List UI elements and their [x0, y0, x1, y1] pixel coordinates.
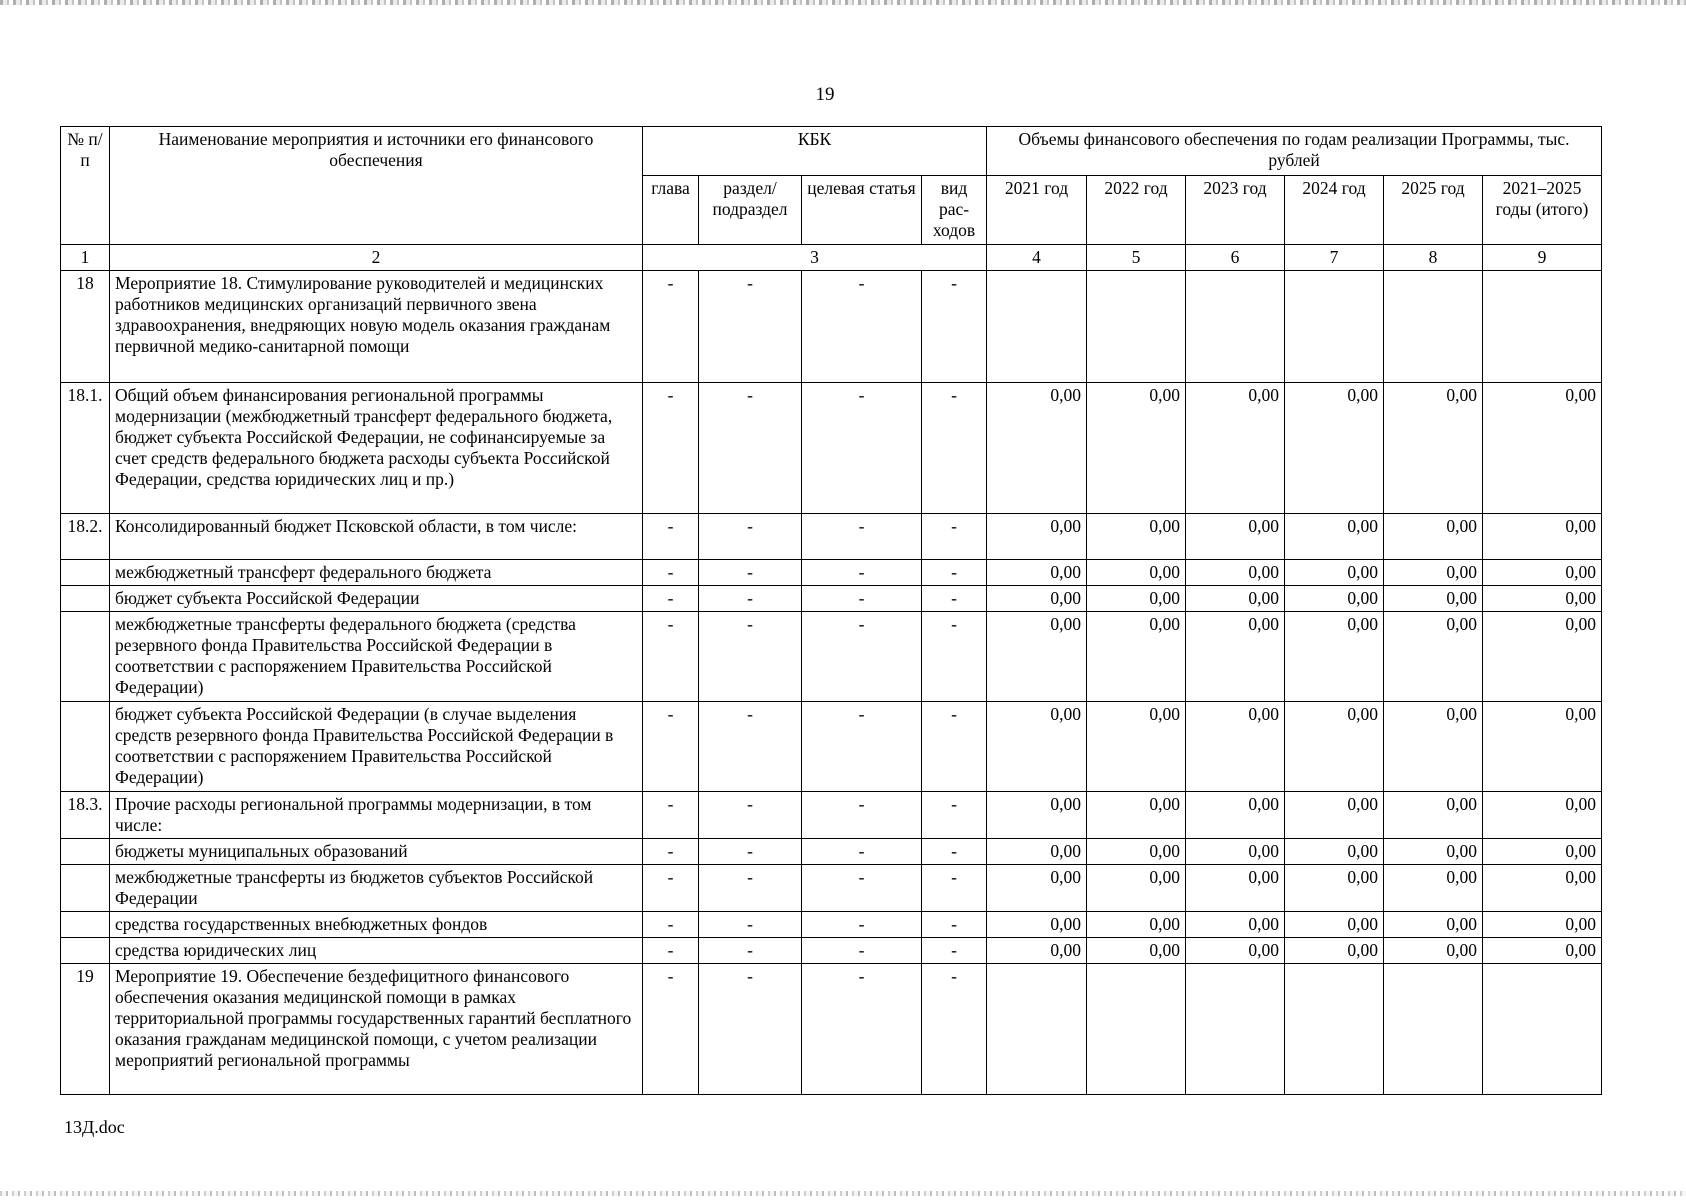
kbk-razdel-cell: -	[699, 514, 802, 560]
value-2023-cell: 0,00	[1186, 912, 1285, 938]
kbk-glava-cell: -	[643, 839, 699, 865]
header-2023: 2023 год	[1186, 176, 1285, 245]
table-row	[61, 514, 1602, 560]
row-name: Мероприятие 19. Обеспечение бездефицитного финансового обеспечения оказания медицинской помощи в рамках территориальной программы государственных гарантий бесплатного оказания гражданам медицинской помощи, с учетом реализации мероприятий региональной программы	[110, 964, 643, 1095]
header-2022: 2022 год	[1087, 176, 1186, 245]
row-name: бюджет субъекта Российской Федерации	[110, 586, 643, 612]
value-total-cell: 0,00	[1483, 865, 1602, 912]
header-2021: 2021 год	[987, 176, 1087, 245]
kbk-celevaya-cell: -	[802, 938, 922, 964]
row-name: средства государственных внебюджетных фондов	[110, 912, 643, 938]
header-razdel: раздел/ подраздел	[699, 176, 802, 245]
value-2025-cell: 0,00	[1384, 792, 1483, 839]
page-number: 19	[815, 84, 835, 105]
value-2023-cell	[1186, 964, 1285, 1095]
kbk-vid-cell: -	[922, 938, 987, 964]
column-number: 8	[1384, 245, 1483, 271]
kbk-glava-cell: -	[643, 938, 699, 964]
row-number	[61, 702, 110, 792]
kbk-vid-cell: -	[922, 560, 987, 586]
value-2023-cell	[1186, 271, 1285, 383]
value-2024-cell: 0,00	[1285, 938, 1384, 964]
kbk-vid-cell: -	[922, 792, 987, 839]
value-2022-cell: 0,00	[1087, 612, 1186, 702]
value-total-cell	[1483, 964, 1602, 1095]
header-volumes: Объемы финансового обеспечения по годам реализации Программы, тыс. рублей	[987, 127, 1602, 176]
value-2022-cell: 0,00	[1087, 912, 1186, 938]
value-2023-cell: 0,00	[1186, 865, 1285, 912]
value-2022-cell: 0,00	[1087, 865, 1186, 912]
kbk-razdel-cell: -	[699, 912, 802, 938]
value-2022-cell: 0,00	[1087, 560, 1186, 586]
kbk-celevaya-cell: -	[802, 912, 922, 938]
value-2025-cell: 0,00	[1384, 938, 1483, 964]
value-2022-cell: 0,00	[1087, 586, 1186, 612]
header-2024: 2024 год	[1285, 176, 1384, 245]
table-row	[61, 383, 1602, 514]
table-row	[61, 792, 1602, 839]
row-number	[61, 560, 110, 586]
kbk-vid-cell: -	[922, 912, 987, 938]
kbk-celevaya-cell: -	[802, 702, 922, 792]
value-2024-cell: 0,00	[1285, 839, 1384, 865]
value-2022-cell: 0,00	[1087, 792, 1186, 839]
kbk-glava-cell: -	[643, 865, 699, 912]
table-row	[61, 586, 1602, 612]
table-row	[61, 612, 1602, 702]
kbk-glava-cell: -	[643, 792, 699, 839]
column-number: 1	[61, 245, 110, 271]
value-2024-cell	[1285, 964, 1384, 1095]
value-2022-cell: 0,00	[1087, 514, 1186, 560]
row-number: 18.1.	[61, 383, 110, 514]
column-number: 5	[1087, 245, 1186, 271]
value-2021-cell	[987, 271, 1087, 383]
kbk-vid-cell: -	[922, 865, 987, 912]
value-2023-cell: 0,00	[1186, 839, 1285, 865]
kbk-celevaya-cell: -	[802, 271, 922, 383]
row-number	[61, 839, 110, 865]
kbk-glava-cell: -	[643, 560, 699, 586]
kbk-glava-cell: -	[643, 514, 699, 560]
kbk-vid-cell: -	[922, 383, 987, 514]
kbk-razdel-cell: -	[699, 702, 802, 792]
table-row	[61, 560, 1602, 586]
footer-filename: 13Д.doc	[64, 1117, 125, 1137]
row-number	[61, 938, 110, 964]
value-2023-cell: 0,00	[1186, 702, 1285, 792]
kbk-celevaya-cell: -	[802, 514, 922, 560]
value-2022-cell	[1087, 964, 1186, 1095]
row-number: 19	[61, 964, 110, 1095]
kbk-razdel-cell: -	[699, 586, 802, 612]
row-number: 18.2.	[61, 514, 110, 560]
funding-table	[60, 126, 1602, 1095]
value-2024-cell: 0,00	[1285, 792, 1384, 839]
value-2024-cell: 0,00	[1285, 514, 1384, 560]
header-glava: глава	[643, 176, 699, 245]
value-2023-cell: 0,00	[1186, 612, 1285, 702]
row-name: межбюджетные трансферты из бюджетов субъектов Российской Федерации	[110, 865, 643, 912]
column-number: 7	[1285, 245, 1384, 271]
column-number: 3	[643, 245, 987, 271]
value-2022-cell: 0,00	[1087, 938, 1186, 964]
column-numbers-row	[61, 245, 1602, 271]
row-number: 18.3.	[61, 792, 110, 839]
value-2022-cell: 0,00	[1087, 839, 1186, 865]
kbk-celevaya-cell: -	[802, 560, 922, 586]
scan-edge-bottom	[0, 1191, 1686, 1196]
value-2024-cell: 0,00	[1285, 586, 1384, 612]
row-number	[61, 612, 110, 702]
table-row	[61, 912, 1602, 938]
kbk-glava-cell: -	[643, 612, 699, 702]
kbk-razdel-cell: -	[699, 560, 802, 586]
value-2023-cell: 0,00	[1186, 514, 1285, 560]
value-2023-cell: 0,00	[1186, 938, 1285, 964]
row-name: межбюджетный трансферт федерального бюджета	[110, 560, 643, 586]
header-celevaya: целевая статья	[802, 176, 922, 245]
value-2025-cell: 0,00	[1384, 612, 1483, 702]
value-2021-cell: 0,00	[987, 865, 1087, 912]
kbk-celevaya-cell: -	[802, 865, 922, 912]
value-2021-cell: 0,00	[987, 612, 1087, 702]
kbk-celevaya-cell: -	[802, 612, 922, 702]
value-2025-cell	[1384, 964, 1483, 1095]
kbk-glava-cell: -	[643, 586, 699, 612]
table-row	[61, 964, 1602, 1095]
kbk-razdel-cell: -	[699, 839, 802, 865]
value-2024-cell: 0,00	[1285, 865, 1384, 912]
kbk-vid-cell: -	[922, 612, 987, 702]
kbk-glava-cell: -	[643, 383, 699, 514]
header-vid: вид рас- ходов	[922, 176, 987, 245]
row-name: бюджеты муниципальных образований	[110, 839, 643, 865]
row-name: средства юридических лиц	[110, 938, 643, 964]
column-number: 4	[987, 245, 1087, 271]
value-total-cell	[1483, 271, 1602, 383]
value-2025-cell: 0,00	[1384, 383, 1483, 514]
row-name: Консолидированный бюджет Псковской области, в том числе:	[110, 514, 643, 560]
kbk-glava-cell: -	[643, 912, 699, 938]
row-name: межбюджетные трансферты федерального бюджета (средства резервного фонда Правительства Российской Федерации в соответствии с распоряжением Правительства Российской Федерации)	[110, 612, 643, 702]
kbk-vid-cell: -	[922, 839, 987, 865]
value-total-cell: 0,00	[1483, 792, 1602, 839]
row-number	[61, 586, 110, 612]
value-2021-cell: 0,00	[987, 839, 1087, 865]
kbk-celevaya-cell: -	[802, 383, 922, 514]
value-2021-cell: 0,00	[987, 938, 1087, 964]
header-kbk: КБК	[643, 127, 987, 176]
kbk-celevaya-cell: -	[802, 586, 922, 612]
value-2024-cell	[1285, 271, 1384, 383]
table-row	[61, 271, 1602, 383]
value-2024-cell: 0,00	[1285, 702, 1384, 792]
value-2024-cell: 0,00	[1285, 612, 1384, 702]
column-number: 6	[1186, 245, 1285, 271]
scan-edge-top	[0, 0, 1686, 5]
table-row	[61, 839, 1602, 865]
value-total-cell: 0,00	[1483, 912, 1602, 938]
kbk-glava-cell: -	[643, 271, 699, 383]
value-2023-cell: 0,00	[1186, 792, 1285, 839]
value-total-cell: 0,00	[1483, 612, 1602, 702]
row-number	[61, 912, 110, 938]
header-no: № п/п	[61, 127, 110, 245]
kbk-razdel-cell: -	[699, 865, 802, 912]
value-2024-cell: 0,00	[1285, 560, 1384, 586]
value-2025-cell: 0,00	[1384, 839, 1483, 865]
header-name: Наименование мероприятия и источники его финансового обеспечения	[110, 127, 643, 245]
row-name: Общий объем финансирования региональной программы модернизации (межбюджетный трансферт федерального бюджета, бюджет субъекта Российской Федерации, не софинансируемые за счет средств федерального бюджета расходы субъекта Российской Федерации, средства юридических лиц и пр.)	[110, 383, 643, 514]
header-total: 2021–2025 годы (итого)	[1483, 176, 1602, 245]
value-2023-cell: 0,00	[1186, 383, 1285, 514]
value-2021-cell: 0,00	[987, 792, 1087, 839]
kbk-vid-cell: -	[922, 702, 987, 792]
table-body	[61, 271, 1602, 1095]
value-2025-cell: 0,00	[1384, 702, 1483, 792]
value-2025-cell: 0,00	[1384, 865, 1483, 912]
value-2025-cell: 0,00	[1384, 586, 1483, 612]
value-total-cell: 0,00	[1483, 586, 1602, 612]
table-row	[61, 938, 1602, 964]
column-number: 9	[1483, 245, 1602, 271]
value-2024-cell: 0,00	[1285, 383, 1384, 514]
row-name: Прочие расходы региональной программы модернизации, в том числе:	[110, 792, 643, 839]
kbk-vid-cell: -	[922, 964, 987, 1095]
row-number	[61, 865, 110, 912]
value-2025-cell: 0,00	[1384, 912, 1483, 938]
value-2021-cell: 0,00	[987, 383, 1087, 514]
kbk-celevaya-cell: -	[802, 792, 922, 839]
kbk-glava-cell: -	[643, 702, 699, 792]
value-total-cell: 0,00	[1483, 938, 1602, 964]
kbk-celevaya-cell: -	[802, 964, 922, 1095]
value-2022-cell: 0,00	[1087, 383, 1186, 514]
row-name: Мероприятие 18. Стимулирование руководителей и медицинских работников медицинских организаций первичного звена здравоохранения, внедряющих новую модель оказания гражданам первичной медико-санитарной помощи	[110, 271, 643, 383]
kbk-glava-cell: -	[643, 964, 699, 1095]
value-2025-cell: 0,00	[1384, 560, 1483, 586]
row-number: 18	[61, 271, 110, 383]
value-total-cell: 0,00	[1483, 702, 1602, 792]
table-row	[61, 865, 1602, 912]
value-2021-cell: 0,00	[987, 560, 1087, 586]
value-2021-cell: 0,00	[987, 586, 1087, 612]
header-row-1	[61, 127, 1602, 176]
value-2025-cell	[1384, 271, 1483, 383]
kbk-razdel-cell: -	[699, 792, 802, 839]
kbk-razdel-cell: -	[699, 383, 802, 514]
value-2024-cell: 0,00	[1285, 912, 1384, 938]
kbk-vid-cell: -	[922, 271, 987, 383]
value-total-cell: 0,00	[1483, 383, 1602, 514]
value-2021-cell: 0,00	[987, 702, 1087, 792]
kbk-razdel-cell: -	[699, 271, 802, 383]
value-2022-cell: 0,00	[1087, 702, 1186, 792]
value-total-cell: 0,00	[1483, 839, 1602, 865]
value-2021-cell: 0,00	[987, 514, 1087, 560]
table-row	[61, 702, 1602, 792]
column-number: 2	[110, 245, 643, 271]
value-2025-cell: 0,00	[1384, 514, 1483, 560]
value-2023-cell: 0,00	[1186, 560, 1285, 586]
value-total-cell: 0,00	[1483, 560, 1602, 586]
value-2021-cell: 0,00	[987, 912, 1087, 938]
kbk-razdel-cell: -	[699, 612, 802, 702]
kbk-vid-cell: -	[922, 514, 987, 560]
kbk-vid-cell: -	[922, 586, 987, 612]
value-2021-cell	[987, 964, 1087, 1095]
value-total-cell: 0,00	[1483, 514, 1602, 560]
kbk-razdel-cell: -	[699, 938, 802, 964]
header-2025: 2025 год	[1384, 176, 1483, 245]
row-name: бюджет субъекта Российской Федерации (в случае выделения средств резервного фонда Правительства Российской Федерации в соответствии с распоряжением Правительства Российской Федерации)	[110, 702, 643, 792]
value-2023-cell: 0,00	[1186, 586, 1285, 612]
kbk-razdel-cell: -	[699, 964, 802, 1095]
kbk-celevaya-cell: -	[802, 839, 922, 865]
value-2022-cell	[1087, 271, 1186, 383]
